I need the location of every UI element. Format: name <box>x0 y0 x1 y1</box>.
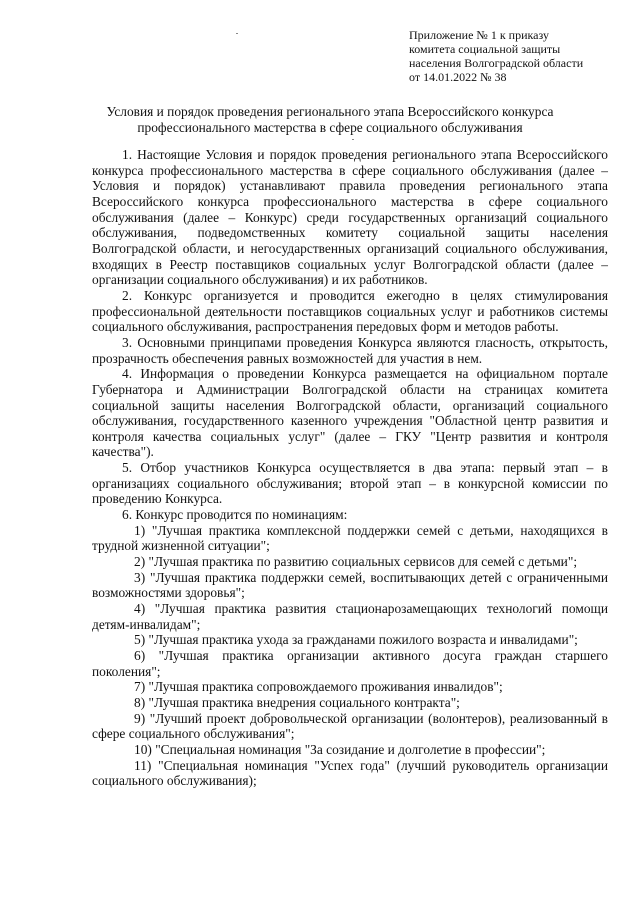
document-title <box>60 104 600 135</box>
scan-speck <box>352 139 354 140</box>
paragraph: 2. Конкурс организуется и проводится ежегодно в целях стимулирования профессиональной деятельности поставщиков социальных услуг и работников системы социального обслуживания, распространения передовых форм и методов работы. <box>92 287 608 335</box>
nomination-item: 3) "Лучшая практика поддержки семей, воспитывающих детей с ограниченными возможностями здоровья"; <box>92 569 608 601</box>
paragraph: 6. Конкурс проводится по номинациям: <box>122 507 348 523</box>
scan-speck <box>236 33 238 34</box>
appendix-header <box>409 28 619 84</box>
title-line: Условия и порядок проведения регионального этапа Всероссийского конкурса <box>106 104 554 119</box>
nomination-item: 7) "Лучшая практика сопровождаемого проживания инвалидов"; <box>134 679 503 695</box>
appendix-line: населения Волгоградской области <box>409 56 584 70</box>
title-line: профессионального мастерства в сфере социального обслуживания <box>137 119 523 135</box>
paragraph: 4. Информация о проведении Конкурса размещается на официальном портале Губернатора и Администрации Волгоградской области на страницах комитета социальной защиты населения Волгоградской области, организаций социального обслуживания, государственного казенного учреждения "Областной центр развития и контроля качества социальных услуг" (далее – ГКУ "Центр развития и контроля качества"). <box>92 366 608 460</box>
nomination-item: 2) "Лучшая практика по развитию социальных сервисов для семей с детьми"; <box>134 554 578 570</box>
document-body <box>92 147 608 789</box>
nomination-item: 4) "Лучшая практика развития стационарозамещающих технологий помощи детям-инвалидам"; <box>92 601 608 632</box>
paragraph: 5. Отбор участников Конкурса осуществляется в два этапа: первый этап – в организациях социального обслуживания; второй этап – в конкурсной комиссии по проведению Конкурса. <box>92 460 608 507</box>
nomination-item: 1) "Лучшая практика комплексной поддержки семей с детьми, находящихся в трудной жизненной ситуации"; <box>92 522 608 554</box>
paragraph: 3. Основными принципами проведения Конкурса являются гласность, открытость, прозрачность обеспечения равных возможностей для участия в нем. <box>92 334 608 366</box>
nomination-item: 8) "Лучшая практика внедрения социального контракта"; <box>134 694 460 710</box>
appendix-line: комитета социальной защиты <box>409 42 561 56</box>
nomination-item: 11) "Специальная номинация "Успех года" (лучший руководитель организации социального обслуживания); <box>92 757 608 789</box>
paragraph: 1. Настоящие Условия и порядок проведения регионального этапа Всероссийского конкурса профессионального мастерства в сфере социального обслуживания (далее – Условия и порядок) устанавливают правила проведения регионального этапа Всероссийского конкурса профессионального мастерства в сфере социального обслуживания (далее – Конкурс) среди государственных организаций социального обслуживания, подведомственных комитету социальной защиты населения Волгоградской области, и негосударственных организаций социального обслуживания, входящих в Реестр поставщиков социальных услуг Волгоградской области (далее – организации социального обслуживания) и их работников. <box>92 147 608 288</box>
nomination-item: 5) "Лучшая практика ухода за гражданами пожилого возраста и инвалидами"; <box>134 632 578 648</box>
nomination-item: 9) "Лучший проект добровольческой организации (волонтеров), реализованный в сфере социального обслуживания"; <box>92 710 608 742</box>
appendix-line: от 14.01.2022 № 38 <box>409 70 507 84</box>
appendix-line: Приложение № 1 к приказу <box>409 28 549 42</box>
nomination-item: 10) "Специальная номинация "За созидание и долголетие в профессии"; <box>134 741 546 757</box>
nomination-item: 6) "Лучшая практика организации активного досуга граждан старшего поколения"; <box>92 648 608 679</box>
